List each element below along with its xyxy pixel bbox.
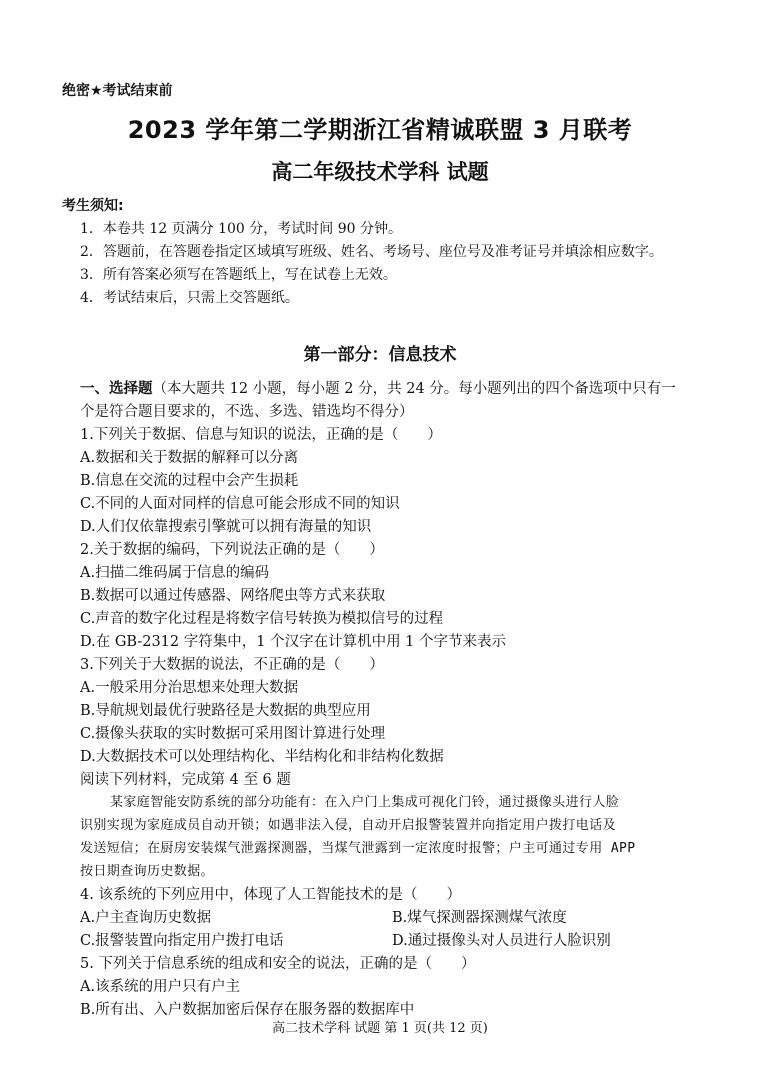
reading-intro: 阅读下列材料，完成第 4 至 6 题 (80, 772, 291, 788)
section-intro (80, 377, 676, 398)
question-option: C.不同的人面对同样的信息可能会形成不同的知识 (80, 496, 400, 512)
reading-material: 发送短信；在厨房安装煤气泄露探测器，当煤气泄露到一定浓度时报警；户主可通过专用 APP (80, 841, 636, 856)
section-desc: （本大题共 12 小题，每小题 2 分，共 24 分。每小题列出的四个备选项中只有一 (152, 381, 676, 397)
question-option: D.大数据技术可以处理结构化、半结构化和非结构化数据 (80, 749, 444, 765)
question-option: B.导航规划最优行驶路径是大数据的典型应用 (80, 703, 371, 719)
part-title: 第一部分：信息技术 (303, 345, 457, 365)
question-option: B.煤气探测器探测煤气浓度 (392, 910, 567, 926)
reading-material: 某家庭智能安防系统的部分功能有：在入户门上集成可视化门铃，通过摄像头进行人脸 (110, 795, 620, 810)
exam-title: 2023 学年第二学期浙江省精诚联盟 3 月联考 (127, 116, 633, 144)
question-stem: 3.下列关于大数据的说法，不正确的是（ ） (80, 657, 384, 673)
question-option: B.所有出、入户数据加密后保存在服务器的数据库中 (80, 1002, 415, 1018)
question-option: A.该系统的用户只有户主 (80, 979, 241, 995)
question-option: D.人们仅依靠搜索引擎就可以拥有海量的知识 (80, 519, 372, 535)
question-option: B.数据可以通过传感器、网络爬虫等方式来获取 (80, 588, 386, 604)
question-option: D.通过摄像头对人员进行人脸识别 (392, 933, 611, 949)
section-desc-cont: 个是符合题目要求的，不选、多选、错选均不得分） (80, 404, 414, 420)
question-stem: 4. 该系统的下列应用中，体现了人工智能技术的是（ ） (80, 887, 461, 903)
question-stem: 5. 下列关于信息系统的组成和安全的说法，正确的是（ ） (80, 956, 476, 972)
question-option: D.在 GB-2312 字符集中，1 个汉字在计算机中用 1 个字节来表示 (80, 634, 507, 650)
question-option: A.户主查询历史数据 (80, 910, 212, 926)
question-stem: 2.关于数据的编码，下列说法正确的是（ ） (80, 542, 384, 558)
question-option: C.报警装置向指定用户拨打电话 (80, 933, 284, 949)
notice-heading: 考生须知: (62, 198, 124, 214)
question-stem: 1.下列关于数据、信息与知识的说法，正确的是（ ） (80, 427, 442, 443)
notice-item: 1．本卷共 12 页满分 100 分，考试时间 90 分钟。 (80, 221, 402, 237)
question-option: C.摄像头获取的实时数据可采用图计算进行处理 (80, 726, 386, 742)
reading-material: 识别实现为家庭成员自动开锁；如遇非法入侵，自动开启报警装置并向指定用户拨打电话及 (80, 818, 617, 833)
reading-material: 按日期查询历史数据。 (80, 864, 215, 879)
page-footer: 高二技术学科 试题 第 1 页(共 12 页) (272, 1021, 488, 1036)
question-option: A.数据和关于数据的解释可以分离 (80, 450, 299, 466)
question-option: A.一般采用分治思想来处理大数据 (80, 680, 299, 696)
exam-subtitle: 高二年级技术学科 试题 (271, 160, 489, 184)
question-option: A.扫描二维码属于信息的编码 (80, 565, 270, 581)
confidential-mark: 绝密★考试结束前 (62, 83, 173, 99)
notice-item: 2．答题前，在答题卷指定区域填写班级、姓名、考场号、座位号及准考证号并填涂相应数字。 (80, 244, 663, 260)
notice-item: 3．所有答案必须写在答题纸上，写在试卷上无效。 (80, 267, 397, 283)
notice-item: 4．考试结束后，只需上交答题纸。 (80, 290, 299, 306)
question-option: B.信息在交流的过程中会产生损耗 (80, 473, 299, 489)
question-option: C.声音的数字化过程是将数字信号转换为模拟信号的过程 (80, 611, 444, 627)
section-label: 一、选择题 (80, 381, 153, 397)
